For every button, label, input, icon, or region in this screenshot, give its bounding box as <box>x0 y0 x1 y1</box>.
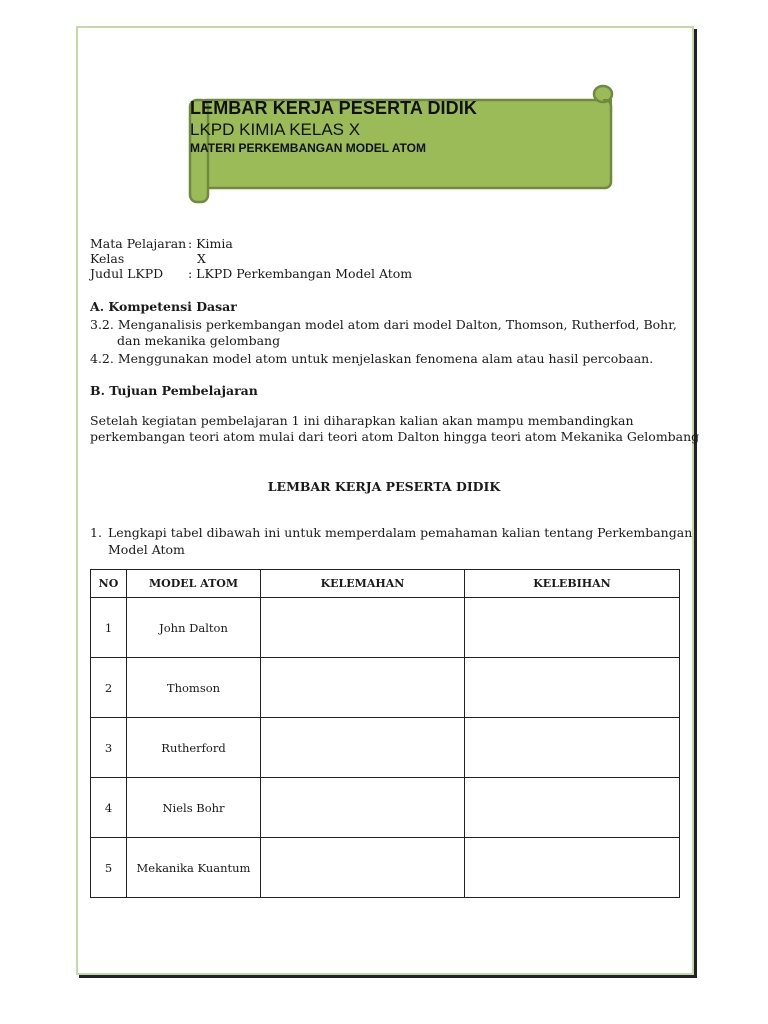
lkpd-title-label: Judul LKPD <box>90 266 164 281</box>
model-atom-table <box>90 569 680 898</box>
row-model: Mekanika Kuantum <box>127 838 261 898</box>
instruction-number: 1. <box>90 525 102 540</box>
row-kelemahan-cell[interactable] <box>261 658 465 718</box>
kompetensi-item-1: 3.2. Menganalisis perkembangan model atom dari model Dalton, Thomson, Rutherfod, Bohr, <box>90 317 677 332</box>
row-number: 5 <box>91 838 127 898</box>
class-label: Kelas <box>90 251 125 266</box>
banner-title: LEMBAR KERJA PESERTA DIDIK <box>190 98 477 118</box>
header-kelemahan: KELEMAHAN <box>261 570 465 598</box>
lkpd-title-value: : LKPD Perkembangan Model Atom <box>188 266 413 281</box>
table-row <box>91 658 680 718</box>
table-row <box>91 778 680 838</box>
row-number: 3 <box>91 718 127 778</box>
row-model: Thomson <box>127 658 261 718</box>
lkpd-heading: LEMBAR KERJA PESERTA DIDIK <box>267 479 501 494</box>
instruction-line-2: Model Atom <box>108 542 185 557</box>
row-kelebihan-cell[interactable] <box>465 718 680 778</box>
row-model: Niels Bohr <box>127 778 261 838</box>
tujuan-line-2: perkembangan teori atom mulai dari teori atom Dalton hingga teori atom Mekanika Gelombang <box>90 429 700 444</box>
row-number: 2 <box>91 658 127 718</box>
header-model-atom: MODEL ATOM <box>127 570 261 598</box>
banner-material: MATERI PERKEMBANGAN MODEL ATOM <box>190 141 426 155</box>
row-kelemahan-cell[interactable] <box>261 598 465 658</box>
row-kelemahan-cell[interactable] <box>261 778 465 838</box>
row-model: Rutherford <box>127 718 261 778</box>
row-kelebihan-cell[interactable] <box>465 778 680 838</box>
row-number: 1 <box>91 598 127 658</box>
row-kelebihan-cell[interactable] <box>465 598 680 658</box>
header-no: NO <box>91 570 127 598</box>
row-kelemahan-cell[interactable] <box>261 838 465 898</box>
tujuan-line-1: Setelah kegiatan pembelajaran 1 ini diharapkan kalian akan mampu membandingkan <box>90 413 634 428</box>
header-kelebihan: KELEBIHAN <box>465 570 680 598</box>
kompetensi-item-2: 4.2. Menggunakan model atom untuk menjelaskan fenomena alam atau hasil percobaan. <box>90 351 654 366</box>
instruction-line-1: Lengkapi tabel dibawah ini untuk memperdalam pemahaman kalian tentang Perkembangan <box>108 525 693 540</box>
subject-value: : Kimia <box>188 236 233 251</box>
table-row <box>91 718 680 778</box>
kompetensi-heading: A. Kompetensi Dasar <box>90 299 237 314</box>
table-row <box>91 598 680 658</box>
row-model: John Dalton <box>127 598 261 658</box>
row-kelebihan-cell[interactable] <box>465 658 680 718</box>
subject-label: Mata Pelajaran <box>90 236 187 251</box>
class-value: X <box>197 251 206 266</box>
table-row <box>91 838 680 898</box>
row-kelemahan-cell[interactable] <box>261 718 465 778</box>
banner-text <box>190 98 610 156</box>
tujuan-heading: B. Tujuan Pembelajaran <box>90 383 258 398</box>
row-number: 4 <box>91 778 127 838</box>
row-kelebihan-cell[interactable] <box>465 838 680 898</box>
table-header-row <box>91 570 680 598</box>
kompetensi-item-1-cont: dan mekanika gelombang <box>117 333 281 348</box>
banner-subtitle: LKPD KIMIA KELAS X <box>190 120 361 139</box>
